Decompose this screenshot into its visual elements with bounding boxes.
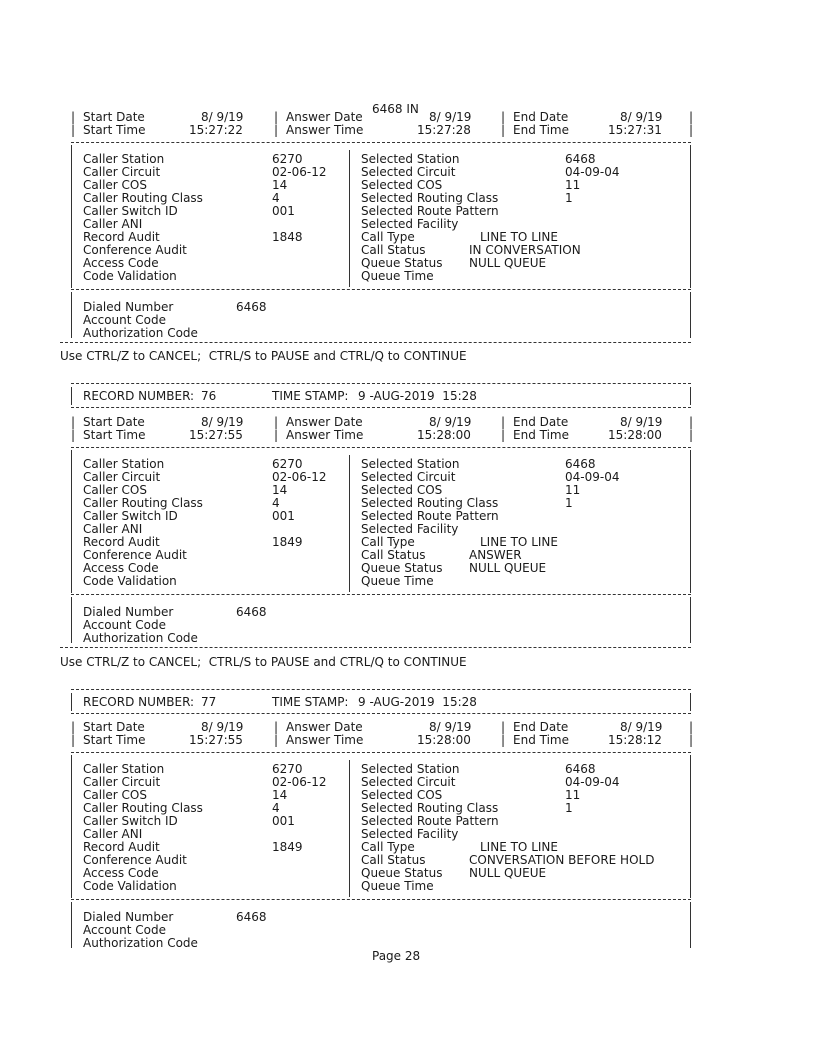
caller-ani-label: Caller ANI <box>83 522 143 536</box>
account-code-label: Account Code <box>83 923 166 937</box>
answer-time-label: Answer Time <box>286 123 364 137</box>
end-time-value: 15:28:12 <box>608 733 662 747</box>
caller-cos-value: 14 <box>272 178 288 192</box>
selected-station-value: 6468 <box>565 457 596 471</box>
answer-time-value: 15:27:28 <box>417 123 471 137</box>
caller-routing-class-label: Caller Routing Class <box>83 191 203 205</box>
divider <box>60 647 691 648</box>
record-audit-value: 1848 <box>272 230 303 244</box>
selected-routing-class-value: 1 <box>565 496 573 510</box>
caller-switch-id-label: Caller Switch ID <box>83 509 178 523</box>
start-time-value: 15:27:55 <box>189 733 243 747</box>
call-type-value: LINE TO LINE <box>480 535 558 549</box>
dialed-number-label: Dialed Number <box>83 300 174 314</box>
record-number-value: 76 <box>201 389 217 403</box>
end-time-value: 15:27:31 <box>608 123 662 137</box>
selected-route-pattern-label: Selected Route Pattern <box>361 204 499 218</box>
selected-station-value: 6468 <box>565 762 596 776</box>
divider <box>71 447 691 448</box>
call-status-label: Call Status <box>361 548 426 562</box>
answer-date-value: 8/ 9/19 <box>429 110 472 124</box>
caller-cos-label: Caller COS <box>83 178 147 192</box>
divider <box>71 752 691 753</box>
time-stamp-value: 9 -AUG-2019 15:28 <box>358 389 477 403</box>
account-code-label: Account Code <box>83 618 166 632</box>
end-date-value: 8/ 9/19 <box>620 720 663 734</box>
caller-ani-label: Caller ANI <box>83 217 143 231</box>
selected-station-label: Selected Station <box>361 457 460 471</box>
selected-routing-class-label: Selected Routing Class <box>361 801 499 815</box>
selected-routing-class-value: 1 <box>565 191 573 205</box>
answer-time-label: Answer Time <box>286 733 364 747</box>
caller-station-value: 6270 <box>272 457 303 471</box>
code-validation-label: Code Validation <box>83 879 177 893</box>
call-type-label: Call Type <box>361 840 415 854</box>
selected-circuit-value: 04-09-04 <box>565 775 620 789</box>
start-time-label: Start Time <box>83 428 146 442</box>
selected-circuit-label: Selected Circuit <box>361 165 456 179</box>
caller-switch-id-value: 001 <box>272 509 295 523</box>
queue-status-label: Queue Status <box>361 256 443 270</box>
call-status-value: IN CONVERSATION <box>469 243 581 257</box>
time-stamp-label: TIME STAMP: <box>272 695 349 709</box>
dialed-number-value: 6468 <box>236 910 267 924</box>
divider <box>71 383 691 384</box>
selected-circuit-value: 04-09-04 <box>565 470 620 484</box>
start-date-label: Start Date <box>83 110 145 124</box>
caller-routing-class-value: 4 <box>272 496 280 510</box>
selected-station-label: Selected Station <box>361 762 460 776</box>
start-time-value: 15:27:55 <box>189 428 243 442</box>
code-validation-label: Code Validation <box>83 574 177 588</box>
access-code-label: Access Code <box>83 866 159 880</box>
answer-time-value: 15:28:00 <box>417 428 471 442</box>
conference-audit-label: Conference Audit <box>83 853 187 867</box>
selected-routing-class-label: Selected Routing Class <box>361 496 499 510</box>
caller-station-value: 6270 <box>272 152 303 166</box>
end-time-label: End Time <box>513 123 569 137</box>
selected-route-pattern-label: Selected Route Pattern <box>361 509 499 523</box>
time-stamp-label: TIME STAMP: <box>272 389 349 403</box>
caller-station-value: 6270 <box>272 762 303 776</box>
divider <box>71 594 691 595</box>
call-status-value: ANSWER <box>469 548 522 562</box>
answer-time-value: 15:28:00 <box>417 733 471 747</box>
caller-routing-class-label: Caller Routing Class <box>83 801 203 815</box>
call-status-value: CONVERSATION BEFORE HOLD <box>469 853 655 867</box>
caller-circuit-value: 02-06-12 <box>272 775 327 789</box>
caller-circuit-label: Caller Circuit <box>83 470 161 484</box>
answer-time-label: Answer Time <box>286 428 364 442</box>
queue-time-label: Queue Time <box>361 574 434 588</box>
selected-circuit-value: 04-09-04 <box>565 165 620 179</box>
record-audit-value: 1849 <box>272 840 303 854</box>
end-date-label: End Date <box>513 110 569 124</box>
selected-station-value: 6468 <box>565 152 596 166</box>
dialed-number-label: Dialed Number <box>83 605 174 619</box>
queue-status-value: NULL QUEUE <box>469 561 547 575</box>
caller-ani-label: Caller ANI <box>83 827 143 841</box>
caller-cos-value: 14 <box>272 788 288 802</box>
answer-date-label: Answer Date <box>286 720 363 734</box>
selected-cos-label: Selected COS <box>361 483 443 497</box>
record-audit-label: Record Audit <box>83 840 160 854</box>
start-date-value: 8/ 9/19 <box>201 415 244 429</box>
answer-date-value: 8/ 9/19 <box>429 415 472 429</box>
queue-status-label: Queue Status <box>361 866 443 880</box>
record-number-label: RECORD NUMBER: <box>83 695 195 709</box>
caller-circuit-value: 02-06-12 <box>272 470 327 484</box>
call-status-label: Call Status <box>361 243 426 257</box>
call-type-value: LINE TO LINE <box>480 230 558 244</box>
start-date-label: Start Date <box>83 720 145 734</box>
call-type-label: Call Type <box>361 230 415 244</box>
divider <box>71 713 691 714</box>
start-date-value: 8/ 9/19 <box>201 720 244 734</box>
continue-prompt: Use CTRL/Z to CANCEL; CTRL/S to PAUSE and CTRL/Q to CONTINUE <box>60 655 467 669</box>
selected-cos-value: 11 <box>565 178 581 192</box>
authorization-code-label: Authorization Code <box>83 631 198 645</box>
account-code-label: Account Code <box>83 313 166 327</box>
access-code-label: Access Code <box>83 256 159 270</box>
selected-routing-class-value: 1 <box>565 801 573 815</box>
code-validation-label: Code Validation <box>83 269 177 283</box>
caller-station-label: Caller Station <box>83 152 165 166</box>
selected-cos-value: 11 <box>565 788 581 802</box>
selected-routing-class-label: Selected Routing Class <box>361 191 499 205</box>
record-header-title: 6468 IN <box>372 102 419 116</box>
selected-facility-label: Selected Facility <box>361 217 459 231</box>
authorization-code-label: Authorization Code <box>83 936 198 950</box>
start-date-value: 8/ 9/19 <box>201 110 244 124</box>
caller-circuit-label: Caller Circuit <box>83 165 161 179</box>
time-stamp-value: 9 -AUG-2019 15:28 <box>358 695 477 709</box>
end-time-label: End Time <box>513 733 569 747</box>
start-time-label: Start Time <box>83 733 146 747</box>
dialed-number-value: 6468 <box>236 300 267 314</box>
selected-station-label: Selected Station <box>361 152 460 166</box>
dialed-number-label: Dialed Number <box>83 910 174 924</box>
end-time-label: End Time <box>513 428 569 442</box>
caller-switch-id-label: Caller Switch ID <box>83 204 178 218</box>
authorization-code-label: Authorization Code <box>83 326 198 340</box>
divider <box>60 342 691 343</box>
end-time-value: 15:28:00 <box>608 428 662 442</box>
record-number-value: 77 <box>201 695 217 709</box>
caller-circuit-value: 02-06-12 <box>272 165 327 179</box>
answer-date-label: Answer Date <box>286 415 363 429</box>
record-audit-value: 1849 <box>272 535 303 549</box>
record-audit-label: Record Audit <box>83 230 160 244</box>
selected-facility-label: Selected Facility <box>361 522 459 536</box>
selected-circuit-label: Selected Circuit <box>361 470 456 484</box>
end-date-value: 8/ 9/19 <box>620 110 663 124</box>
selected-facility-label: Selected Facility <box>361 827 459 841</box>
call-type-label: Call Type <box>361 535 415 549</box>
queue-status-value: NULL QUEUE <box>469 866 547 880</box>
selected-cos-value: 11 <box>565 483 581 497</box>
caller-routing-class-value: 4 <box>272 801 280 815</box>
caller-routing-class-value: 4 <box>272 191 280 205</box>
queue-status-label: Queue Status <box>361 561 443 575</box>
continue-prompt: Use CTRL/Z to CANCEL; CTRL/S to PAUSE and CTRL/Q to CONTINUE <box>60 349 467 363</box>
dialed-number-value: 6468 <box>236 605 267 619</box>
selected-route-pattern-label: Selected Route Pattern <box>361 814 499 828</box>
caller-cos-value: 14 <box>272 483 288 497</box>
divider <box>71 689 691 690</box>
start-time-label: Start Time <box>83 123 146 137</box>
caller-cos-label: Caller COS <box>83 483 147 497</box>
divider <box>71 899 691 900</box>
selected-cos-label: Selected COS <box>361 788 443 802</box>
access-code-label: Access Code <box>83 561 159 575</box>
divider <box>71 407 691 408</box>
start-date-label: Start Date <box>83 415 145 429</box>
conference-audit-label: Conference Audit <box>83 548 187 562</box>
call-status-label: Call Status <box>361 853 426 867</box>
record-audit-label: Record Audit <box>83 535 160 549</box>
caller-station-label: Caller Station <box>83 457 165 471</box>
selected-cos-label: Selected COS <box>361 178 443 192</box>
end-date-value: 8/ 9/19 <box>620 415 663 429</box>
page-number: Page 28 <box>372 949 421 963</box>
caller-circuit-label: Caller Circuit <box>83 775 161 789</box>
divider <box>71 142 691 143</box>
caller-switch-id-value: 001 <box>272 204 295 218</box>
selected-circuit-label: Selected Circuit <box>361 775 456 789</box>
caller-routing-class-label: Caller Routing Class <box>83 496 203 510</box>
record-number-label: RECORD NUMBER: <box>83 389 195 403</box>
caller-cos-label: Caller COS <box>83 788 147 802</box>
end-date-label: End Date <box>513 720 569 734</box>
divider <box>71 289 691 290</box>
answer-date-label: Answer Date <box>286 110 363 124</box>
end-date-label: End Date <box>513 415 569 429</box>
answer-date-value: 8/ 9/19 <box>429 720 472 734</box>
caller-station-label: Caller Station <box>83 762 165 776</box>
queue-time-label: Queue Time <box>361 879 434 893</box>
caller-switch-id-value: 001 <box>272 814 295 828</box>
queue-time-label: Queue Time <box>361 269 434 283</box>
call-type-value: LINE TO LINE <box>480 840 558 854</box>
queue-status-value: NULL QUEUE <box>469 256 547 270</box>
caller-switch-id-label: Caller Switch ID <box>83 814 178 828</box>
start-time-value: 15:27:22 <box>189 123 243 137</box>
conference-audit-label: Conference Audit <box>83 243 187 257</box>
